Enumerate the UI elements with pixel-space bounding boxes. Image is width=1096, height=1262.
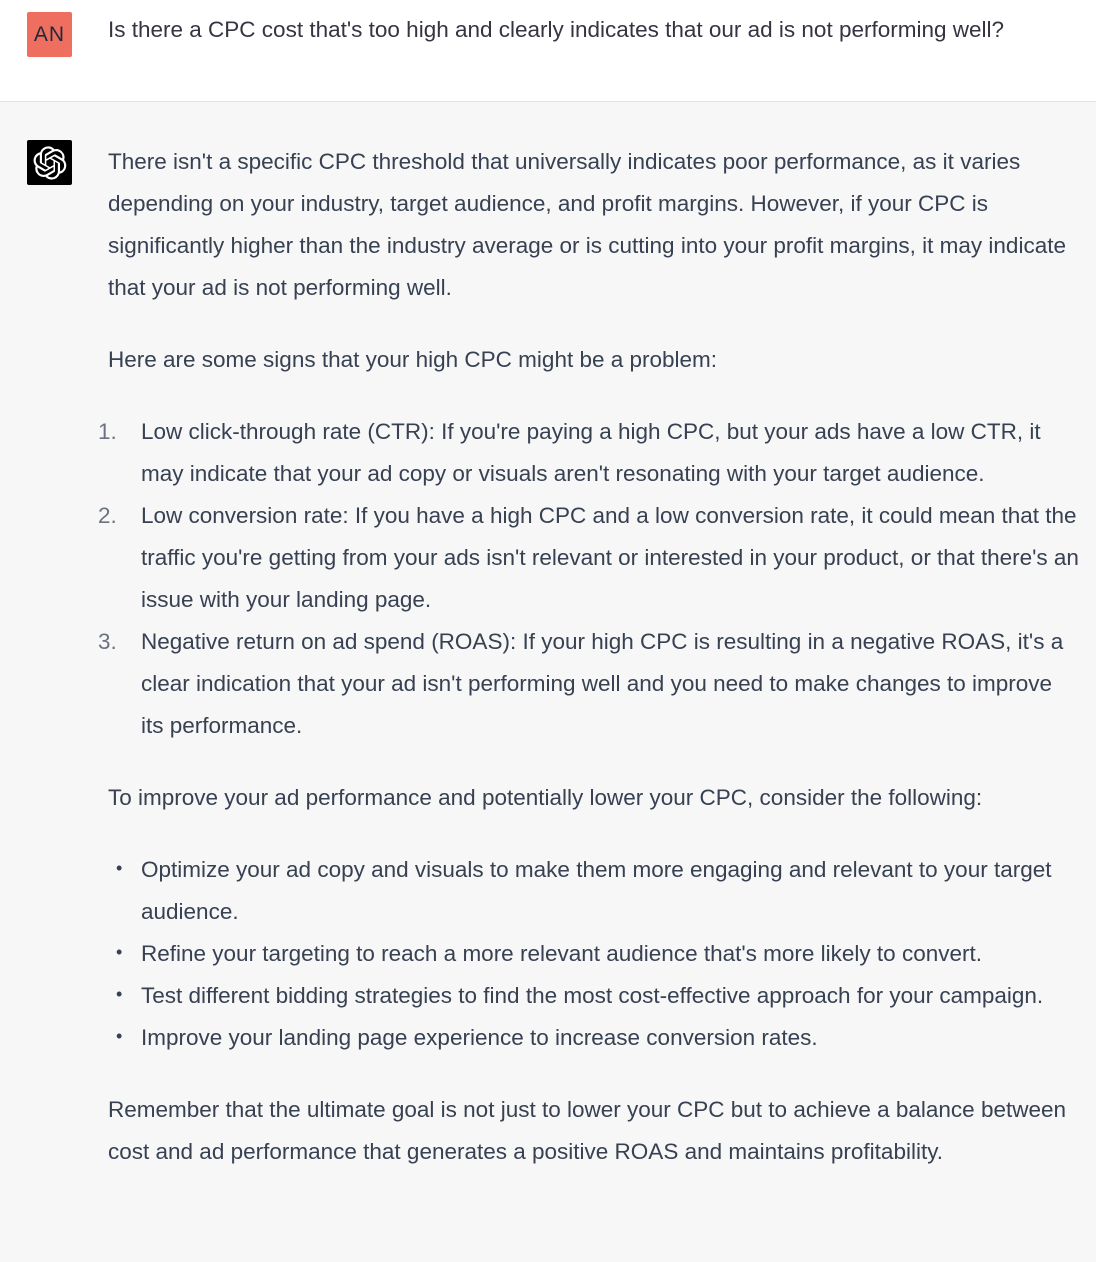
signs-list [98, 411, 1080, 747]
list-item-text: Refine your targeting to reach a more relevant audience that's more likely to convert. [141, 941, 982, 966]
list-item [98, 411, 1080, 495]
list-item-text: Optimize your ad copy and visuals to make them more engaging and relevant to your target audience. [141, 857, 1052, 924]
list-item-text: Test different bidding strategies to find the most cost-effective approach for your campaign. [141, 983, 1044, 1008]
list-item-text: Low click-through rate (CTR): If you're paying a high CPC, but your ads have a low CTR, it may indicate that your ad copy or visuals aren't resonating with your target audience. [141, 419, 1041, 486]
list-number: 1. [98, 419, 117, 444]
list-item [108, 1017, 1080, 1059]
assistant-avatar [27, 140, 72, 185]
user-message-row [0, 0, 1096, 102]
list-item [98, 495, 1080, 621]
list-item-text: Negative return on ad spend (ROAS): If your high CPC is resulting in a negative ROAS, it's a clear indication that your ad isn't performing well and you need to make changes to improve its performance. [141, 629, 1064, 738]
openai-logo-icon [33, 146, 67, 180]
list-item [98, 621, 1080, 747]
signs-heading: Here are some signs that your high CPC might be a problem: [108, 347, 718, 372]
user-avatar: AN [27, 12, 72, 57]
list-item [108, 933, 1080, 975]
bullet-icon: • [116, 942, 123, 962]
intro-paragraph: There isn't a specific CPC threshold that universally indicates poor performance, as it varies depending on your industry, target audience, and profit margins. However, if your CPC is significantly higher than the industry average or is cutting into your profit margins, it may indicate that your ad is not performing well. [108, 149, 1066, 300]
conclusion-paragraph: Remember that the ultimate goal is not just to lower your CPC but to achieve a balance between cost and ad performance that generates a positive ROAS and maintains profitability. [108, 1097, 1067, 1164]
bullet-icon: • [116, 984, 123, 1004]
list-item [108, 975, 1080, 1017]
user-message-text: Is there a CPC cost that's too high and clearly indicates that our ad is not performing well? [108, 17, 1005, 42]
list-number: 3. [98, 629, 117, 654]
list-item-text: Improve your landing page experience to increase conversion rates. [141, 1025, 818, 1050]
improve-heading: To improve your ad performance and potentially lower your CPC, consider the following: [108, 785, 983, 810]
list-item [108, 849, 1080, 933]
bullet-icon: • [116, 1026, 123, 1046]
list-item-text: Low conversion rate: If you have a high CPC and a low conversion rate, it could mean that the traffic you're getting from your ads isn't relevant or interested in your product, or that there's an issue with your landing page. [141, 503, 1079, 612]
list-number: 2. [98, 503, 117, 528]
assistant-message [98, 141, 1080, 1173]
bullet-icon: • [116, 858, 123, 878]
tips-list [108, 849, 1080, 1059]
